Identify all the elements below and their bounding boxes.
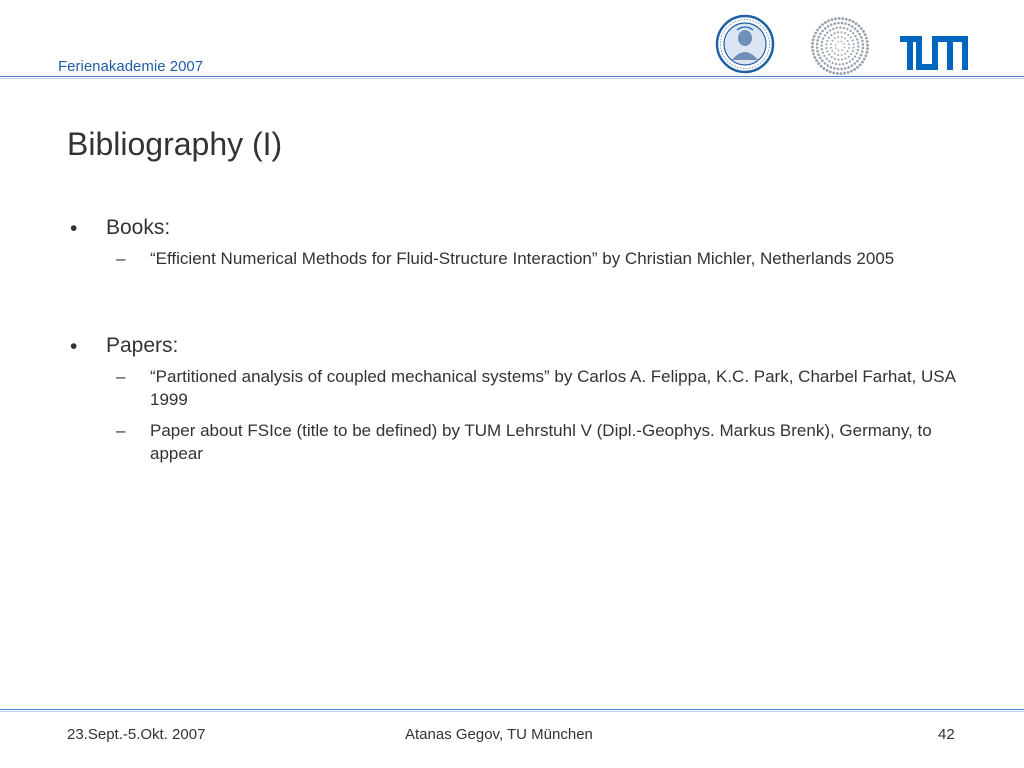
slide-header [0, 0, 1024, 80]
tum-logo-icon [900, 36, 968, 70]
section-label-papers: Papers: [106, 334, 179, 357]
bibliography-entry: “Partitioned analysis of coupled mechanical systems” by Carlos A. Felippa, K.C. Park, Charbel Farhat, USA 1999 [150, 367, 956, 409]
footer-divider-shadow [0, 711, 1024, 712]
bibliography-entry: “Efficient Numerical Methods for Fluid-Structure Interaction” by Christian Michler, Netherlands 2005 [150, 249, 895, 268]
dash-marker: – [116, 421, 126, 440]
footer-divider [0, 709, 1024, 710]
dot-pattern-logo-icon [810, 16, 870, 76]
university-seal-icon [714, 14, 776, 74]
footer-date: 23.Sept.-5.Okt. 2007 [67, 726, 206, 743]
slide-title: Bibliography (I) [67, 126, 283, 162]
header-divider-shadow [0, 78, 1024, 79]
dash-marker: – [116, 249, 126, 268]
header-title: Ferienakademie 2007 [58, 58, 204, 75]
page-number: 42 [938, 726, 955, 743]
dash-marker: – [116, 367, 126, 386]
bullet-marker: • [70, 217, 78, 240]
bullet-marker: • [70, 335, 78, 358]
section-label-books: Books: [106, 216, 171, 239]
header-divider [0, 76, 1024, 77]
bibliography-entry: Paper about FSIce (title to be defined) by TUM Lehrstuhl V (Dipl.-Geophys. Markus Brenk), Germany, to appear [150, 421, 932, 463]
footer-author: Atanas Gegov, TU München [405, 726, 593, 743]
